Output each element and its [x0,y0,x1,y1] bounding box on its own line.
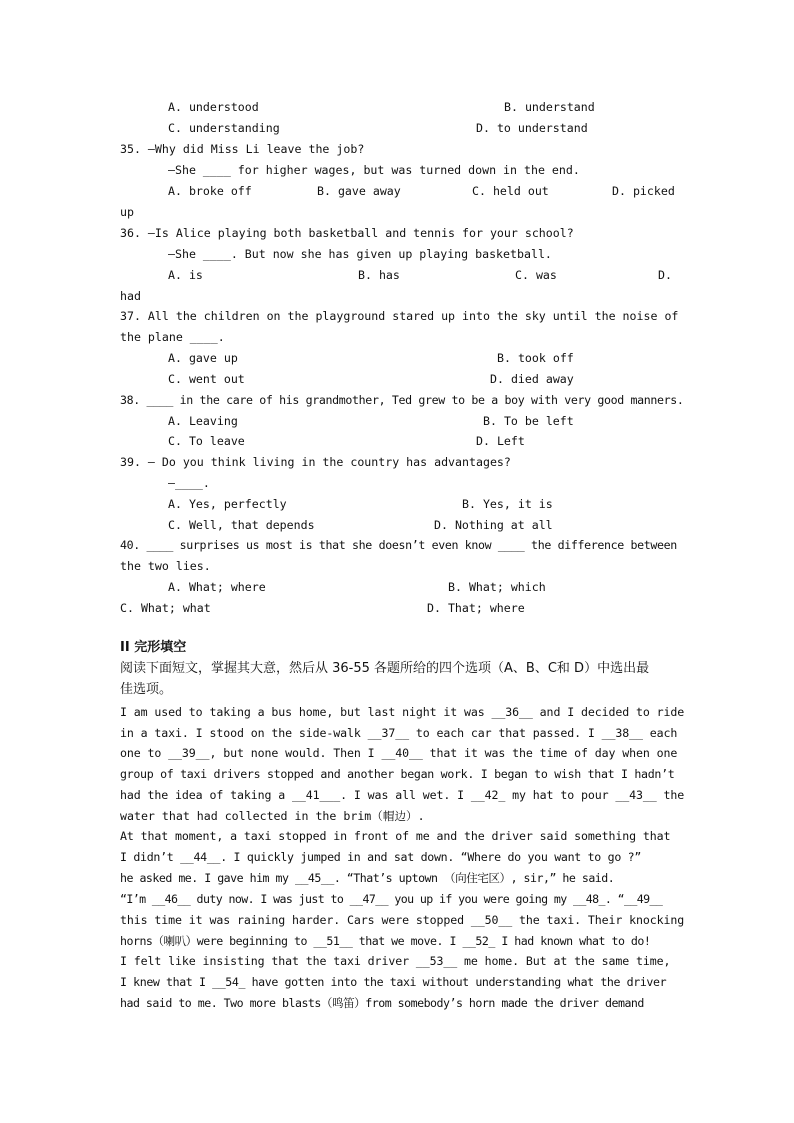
q40-option-d: D. That; where [427,601,525,615]
q36-option-d: D. [658,268,672,282]
q34-option-b: B. understand [504,100,595,114]
q37-stem-cont: the plane ____. [120,330,225,344]
section-heading: II 完形填空 [120,640,187,655]
passage-line: I didn’t __44__. I quickly jumped in and sat down. “Where do you want to go ?” [120,850,642,864]
passage-line: this time it was raining harder. Cars were stopped __50__ the taxi. Their knocking [120,913,685,927]
q37-option-d: D. died away [490,372,574,386]
section-instruction-line-1: 阅读下面短文，掌握其大意，然后从 36-55 各题所给的四个选项（A、B、C和 D）中选出最 [120,661,650,676]
q37-stem: 37. All the children on the playground stared up into the sky until the noise of [120,309,679,323]
q38-option-a: A. Leaving [168,414,238,428]
q36-reply: —She ____. But now she has given up playing basketball. [168,247,552,261]
q35-option-c: C. held out [472,184,549,198]
q40-stem: 40. ____ surprises us most is that she doesn’t even know ____ the difference between [120,538,677,552]
passage-line: I knew that I __54_ have gotten into the taxi without understanding what the driver [120,975,667,989]
passage-line: had the idea of taking a __41___. I was all wet. I __42_ my hat to pour __43__ the [120,788,685,802]
passage-line: horns（喇叭）were beginning to __51__ that we move. I __52_ I had known what to do! [120,934,651,948]
q39-option-a: A. Yes, perfectly [168,497,287,511]
passage-line: one to __39__, but none would. Then I __40__ that it was the time of day when one [120,746,678,760]
q37-option-a: A. gave up [168,351,238,365]
q34-option-c: C. understanding [168,121,280,135]
q36-option-b: B. has [358,268,400,282]
q37-option-b: B. took off [497,351,574,365]
passage-line: “I’m __46__ duty now. I was just to __47__ you up if you were going my __48_. “__49__ [120,892,663,906]
section-instruction-line-2: 佳选项。 [120,682,173,697]
passage-line: group of taxi drivers stopped and another began work. I began to wish that I hadn’t [120,767,675,781]
passage-line: water that had collected in the brim（帽边）. [120,809,425,823]
q36-stem: 36. —Is Alice playing both basketball and tennis for your school? [120,226,574,240]
q38-option-d: D. Left [476,434,525,448]
q36-option-c: C. was [515,268,557,282]
q37-option-c: C. went out [168,372,245,386]
passage-line: in a taxi. I stood on the side-walk __37__ to each car that passed. I __38__ each [120,726,678,740]
q39-option-c: C. Well, that depends [168,518,315,532]
passage-line: At that moment, a taxi stopped in front of me and the driver said something that [120,829,671,843]
q35-option-d: D. picked [612,184,675,198]
q38-option-c: C. To leave [168,434,245,448]
passage-line: he asked me. I gave him my __45__. “That’s uptown （向住宅区）, sir,” he said. [120,871,615,885]
q36-option-d-wrap: had [120,289,141,303]
passage-line: I felt like insisting that the taxi driver __53__ me home. But at the same time, [120,954,671,968]
passage-line: had said to me. Two more blasts（鸣笛）from somebody’s horn made the driver demand [120,996,644,1010]
q36-option-a: A. is [168,268,203,282]
q40-stem-cont: the two lies. [120,559,211,573]
q38-stem: 38. ____ in the care of his grandmother, Ted grew to be a boy with very good manners. [120,393,684,407]
q39-option-b: B. Yes, it is [462,497,553,511]
passage-line: I am used to taking a bus home, but last night it was __36__ and I decided to ride [120,705,685,719]
q38-option-b: B. To be left [483,414,574,428]
q35-option-a: A. broke off [168,184,252,198]
q40-option-b: B. What; which [448,580,546,594]
q35-option-d-wrap: up [120,205,134,219]
q35-reply: —She ____ for higher wages, but was turned down in the end. [168,163,580,177]
q39-reply: —____. [168,476,210,490]
q40-option-a: A. What; where [168,580,266,594]
q39-option-d: D. Nothing at all [434,518,553,532]
q34-option-a: A. understood [168,100,259,114]
q40-option-c: C. What; what [120,601,211,615]
q34-option-d: D. to understand [476,121,588,135]
q35-stem: 35. —Why did Miss Li leave the job? [120,142,365,156]
q35-option-b: B. gave away [317,184,401,198]
q39-stem: 39. — Do you think living in the country has advantages? [120,455,511,469]
